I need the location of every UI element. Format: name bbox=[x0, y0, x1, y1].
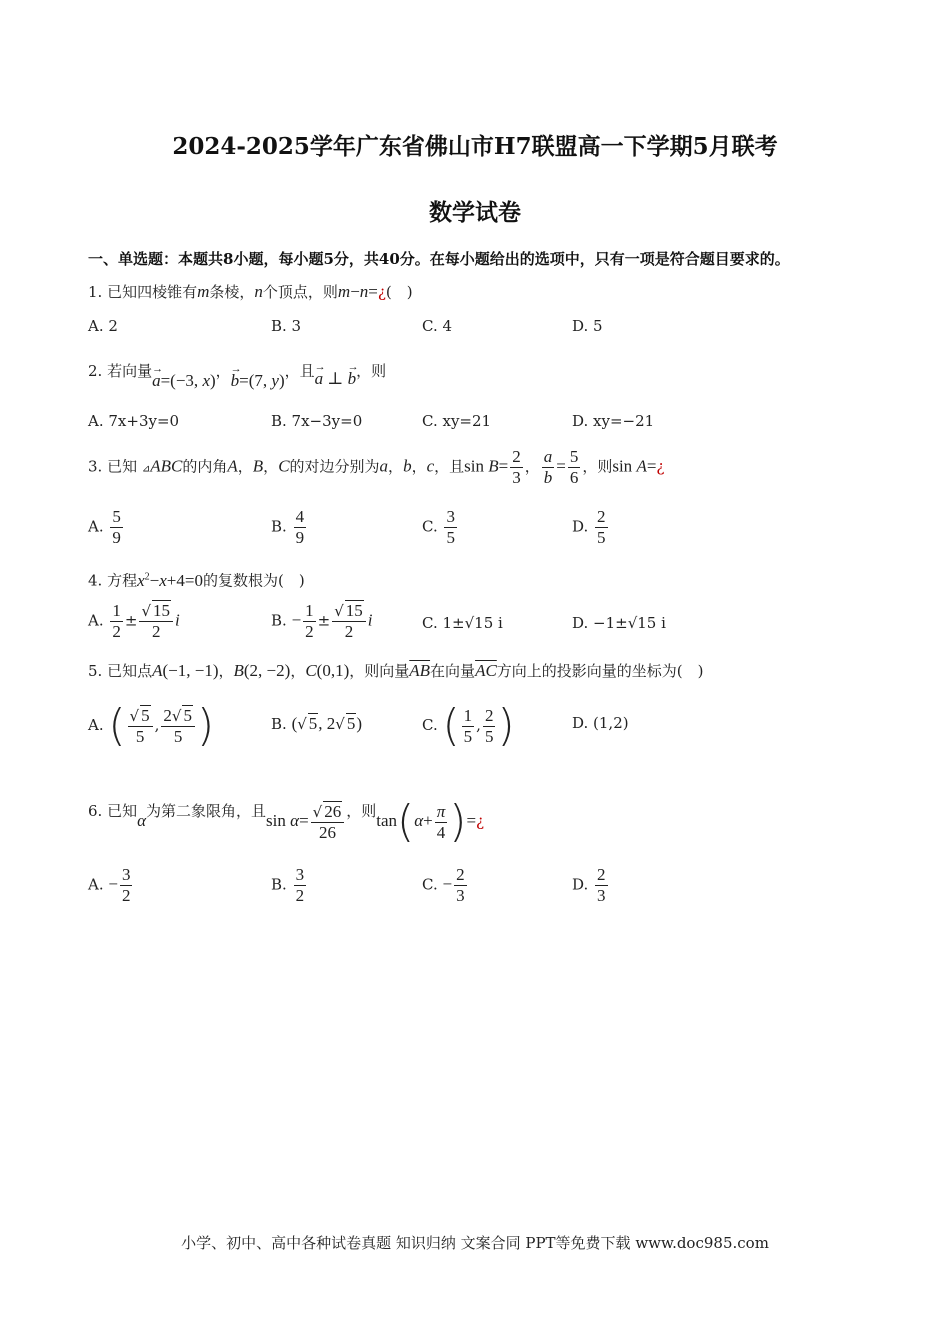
q3-option-a: A. $\frac{5}{9}$ bbox=[88, 507, 121, 547]
q5-option-d: D. (1,2) bbox=[572, 714, 629, 732]
question-6: 6. 已知α为第二象限角，且sin α= $\frac{√ 26}{26}$ ，则tan(α+ $\frac{\pi}{4}$ )=¿ bbox=[88, 796, 485, 847]
q5-option-c: C. ( $\frac{1}{5}$ , $\frac{2}{5}$ ) bbox=[422, 700, 515, 751]
q4-option-a: A. $\frac{1}{2}$ ± $\frac{√ 15}{2}$ i bbox=[88, 601, 180, 641]
q1-option-a: A. 2 bbox=[88, 317, 118, 335]
q5-option-b: B. (√ 5, 2√ 5) bbox=[271, 714, 363, 733]
q4-option-c: C. 1±√15 i bbox=[422, 614, 503, 632]
q6-option-a: A. − $\frac{3}{2}$ bbox=[88, 865, 131, 905]
q1-option-d: D. 5 bbox=[572, 317, 603, 335]
q5-option-a: A. ( $\frac{√ 5}{5}$ , $\frac{2√ 5}{5}$ ) bbox=[88, 700, 215, 751]
page-title: 2024-2025学年广东省佛山市H7联盟高一下学期5月联考 bbox=[172, 133, 778, 160]
page-subtitle: 数学试卷 bbox=[429, 199, 521, 226]
footer-text: 小学、初中、高中各种试卷真题 知识归纳 文案合同 PPT等免费下载 www.doc985.com bbox=[181, 1234, 769, 1252]
q2-option-b: B. 7x−3y=0 bbox=[271, 412, 363, 430]
q4-option-b: B. − $\frac{1}{2}$ ± $\frac{√ 15}{2}$ i bbox=[271, 601, 373, 641]
question-1: 1. 已知四棱锥有m条棱，n个顶点，则m−n=¿( ) bbox=[88, 282, 413, 301]
q1-option-c: C. 4 bbox=[422, 317, 453, 335]
q6-option-b: B. $\frac{3}{2}$ bbox=[271, 865, 305, 905]
q2-option-d: D. xy=−21 bbox=[572, 412, 655, 430]
q3-option-d: D. $\frac{2}{5}$ bbox=[572, 507, 606, 547]
q4-option-d: D. −1±√15 i bbox=[572, 614, 666, 632]
question-2: 2. 若向量→ a=(−3, x)，→ b=(7, y)，且→ a ⊥ → b，则 bbox=[88, 360, 386, 382]
q6-option-d: D. $\frac{2}{3}$ bbox=[572, 865, 606, 905]
q2-option-c: C. xy=21 bbox=[422, 412, 492, 430]
question-3: 3. 已知 ⊿ABC的内角A，B，C的对边分别为a，b，c，且sin B= $\frac{2}{3}$ ， $\frac{a}{b}$ = $\frac{5}{6}$ ，则sin A=¿ bbox=[88, 447, 665, 487]
q3-option-b: B. $\frac{4}{9}$ bbox=[271, 507, 305, 547]
q6-option-c: C. − $\frac{2}{3}$ bbox=[422, 865, 465, 905]
question-5: 5. 已知点A(−1, −1)，B(2, −2)，C(0,1)，则向量$\overline{AB}$在向量$\overline{AC}$方向上的投影向量的坐标为( ) bbox=[88, 661, 704, 680]
section-heading: 一、单选题：本题共8小题，每小题5分，共40分。在每小题给出的选项中，只有一项是符合题目要求的。 bbox=[88, 250, 790, 268]
q2-option-a: A. 7x+3y=0 bbox=[88, 412, 180, 430]
q3-option-c: C. $\frac{3}{5}$ bbox=[422, 507, 455, 547]
q1-option-b: B. 3 bbox=[271, 317, 302, 335]
question-4: 4. 方程$x^2-x+4=0$的复数根为( ) bbox=[88, 570, 305, 590]
